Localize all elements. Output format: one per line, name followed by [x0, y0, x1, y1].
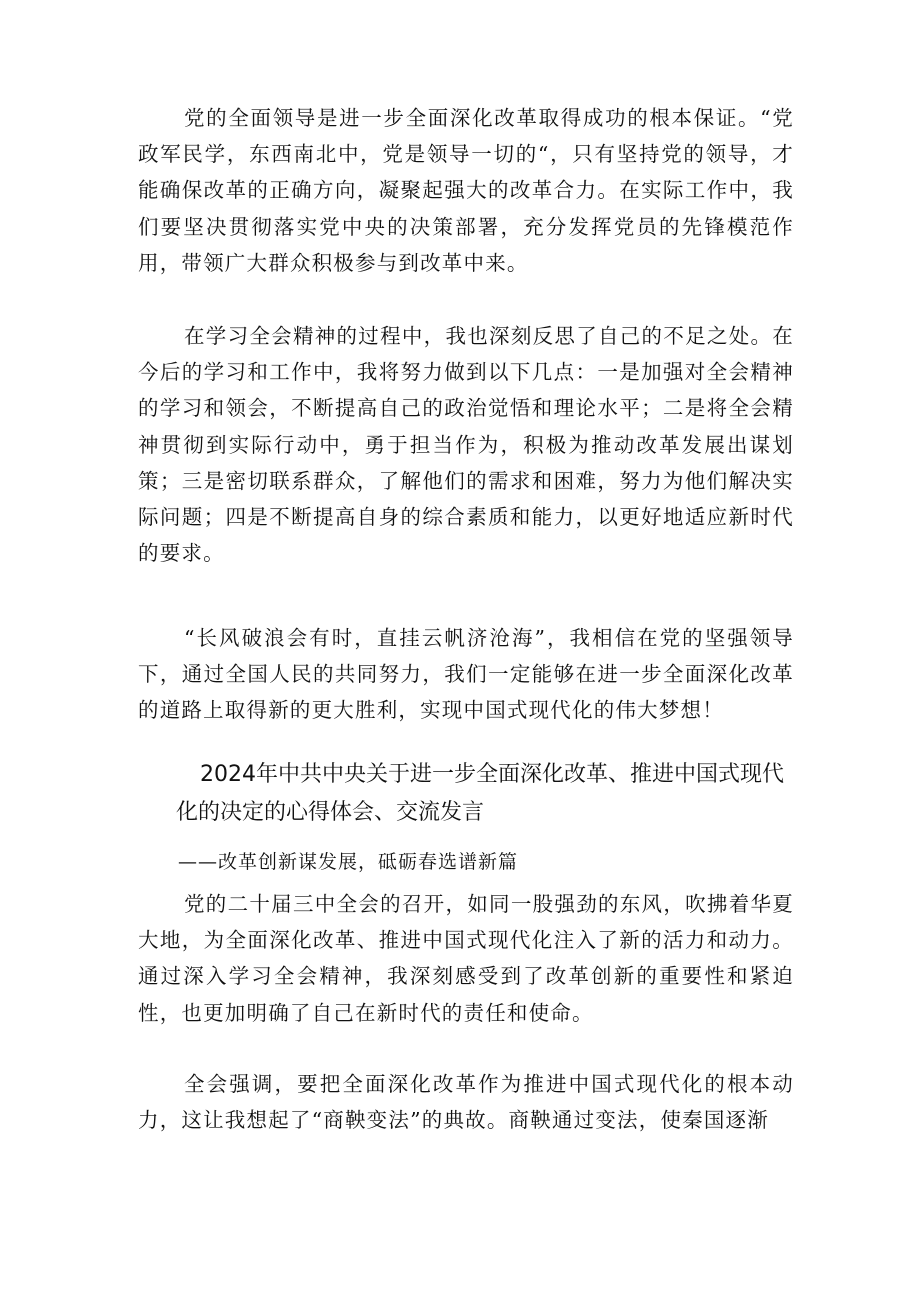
paragraph-reform-motive: 全会强调，要把全面深化改革作为推进中国式现代化的根本动力，这让我想起了“商鞅变法”的典故。商鞅通过变法，使秦国逐渐	[138, 1072, 794, 1133]
section-title: 2024年中共中央关于进一步全面深化改革、推进中国式现代化的决定的心得体会、交流发言	[176, 762, 784, 825]
paragraph-plenum-intro: 党的二十届三中全会的召开，如同一股强劲的东风，吹拂着华夏大地，为全面深化改革、推进中国式现代化注入了新的活力和动力。通过深入学习全会精神，我深刻感受到了改革创新的重要性和紧迫性，也更加明确了自己在新时代的责任和使命。	[138, 892, 794, 1025]
section-subtitle: ——改革创新谋发展，砥砺春选谱新篇	[178, 851, 519, 873]
paragraph-party-leadership: 党的全面领导是进一步全面深化改革取得成功的根本保证。“党政军民学，东西南北中，党是领导一切的“，只有坚持党的领导，才能确保改革的正确方向，凝聚起强大的改革合力。在实际工作中，我们要坚决贯彻落实党中央的决策部署，充分发挥党员的先锋模范作用，带领广大群众积极参与到改革中来。	[138, 106, 794, 275]
paragraph-closing-quote: “长风破浪会有时，直挂云帆济沧海”，我相信在党的坚强领导下，通过全国人民的共同努力，我们一定能够在进一步全面深化改革的道路上取得新的更大胜利，实现中国式现代化的伟大梦想！	[138, 626, 794, 723]
paragraph-self-reflection: 在学习全会精神的过程中，我也深刻反思了自己的不足之处。在今后的学习和工作中，我将努力做到以下几点：一是加强对全会精神的学习和领会，不断提高自己的政治觉悟和理论水平；二是将全会精神贯彻到实际行动中，勇于担当作为，积极为推动改革发展出谋划策；三是密切联系群众，了解他们的需求和困难，努力为他们解决实际问题；四是不断提高自身的综合素质和能力，以更好地适应新时代的要求。	[138, 324, 794, 566]
